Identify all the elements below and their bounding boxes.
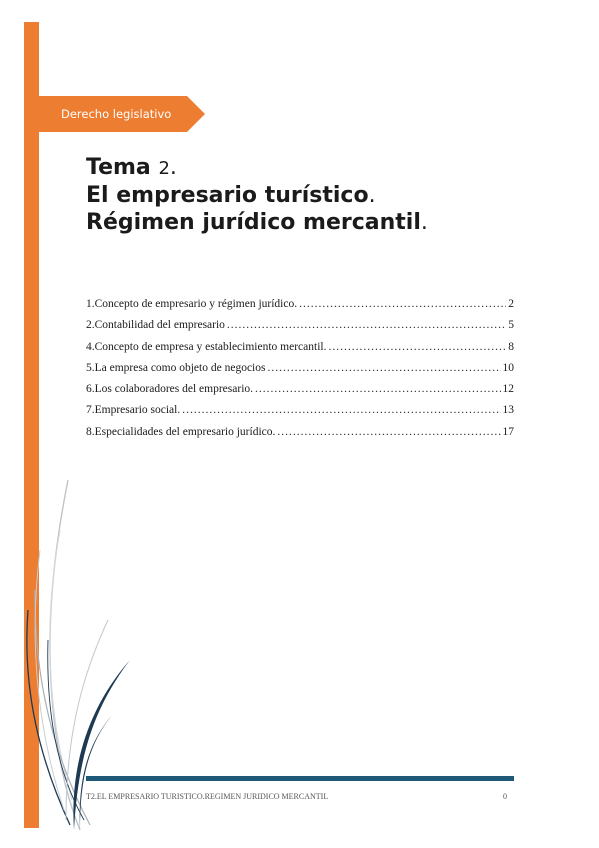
toc-entry-page: 2	[508, 298, 514, 310]
toc-entry-page: 13	[502, 404, 514, 417]
toc-entry-title: 7.Empresario social.	[86, 404, 181, 417]
title-line-3	[86, 209, 428, 236]
toc-leader-dots	[277, 426, 500, 438]
toc-entry-title: 5.La empresa como objeto de negocios	[86, 361, 266, 374]
toc-entry[interactable]	[86, 404, 514, 425]
title-line-3-text: Régimen jurídico mercantil	[86, 210, 421, 235]
title-number: 2	[158, 158, 170, 179]
toc-entry[interactable]	[86, 341, 514, 362]
title-word: Tema	[86, 155, 151, 180]
toc-entry[interactable]	[86, 383, 514, 404]
title-line-3-period: .	[420, 210, 428, 235]
toc-leader-dots	[227, 319, 506, 331]
table-of-contents	[86, 298, 514, 447]
toc-leader-dots	[328, 341, 506, 353]
footer-page-number: 0	[503, 792, 507, 801]
toc-leader-dots	[299, 298, 506, 310]
toc-leader-dots	[267, 362, 500, 374]
toc-entry-title: 4.Concepto de empresa y establecimiento mercantil.	[86, 340, 327, 353]
toc-entry-page: 10	[502, 361, 514, 374]
section-tag	[39, 96, 205, 132]
toc-entry-page: 5	[508, 319, 514, 332]
toc-entry[interactable]	[86, 426, 514, 447]
toc-entry[interactable]	[86, 298, 514, 319]
toc-leader-dots	[182, 404, 500, 416]
toc-entry-title: 2.Contabilidad del empresario	[86, 319, 225, 332]
toc-entry-page: 8	[508, 340, 514, 353]
title-line-2-text: El empresario turístico	[86, 183, 369, 208]
decorative-swoosh-graphic	[0, 470, 160, 840]
section-tag-label: Derecho legislativo	[61, 107, 172, 121]
toc-entry-title: 6.Los colaboradores del empresario.	[86, 383, 254, 396]
toc-entry-page: 12	[502, 383, 514, 396]
footer-rule	[86, 776, 514, 781]
title-number-period: .	[169, 155, 177, 180]
toc-leader-dots	[255, 383, 500, 395]
footer-title: T2.EL EMPRESARIO TURISTICO.REGIMEN JURIDICO MERCANTIL	[86, 792, 329, 801]
toc-entry-title: 8.Especialidades del empresario jurídico.	[86, 425, 276, 438]
title-line-1	[86, 154, 428, 182]
toc-entry[interactable]	[86, 319, 514, 340]
title-line-2-period: .	[368, 183, 376, 208]
title-line-2	[86, 182, 428, 209]
document-title	[86, 154, 428, 236]
toc-entry[interactable]	[86, 362, 514, 383]
toc-entry-page: 17	[502, 425, 514, 438]
toc-entry-title: 1.Concepto de empresario y régimen jurídico.	[86, 298, 298, 310]
